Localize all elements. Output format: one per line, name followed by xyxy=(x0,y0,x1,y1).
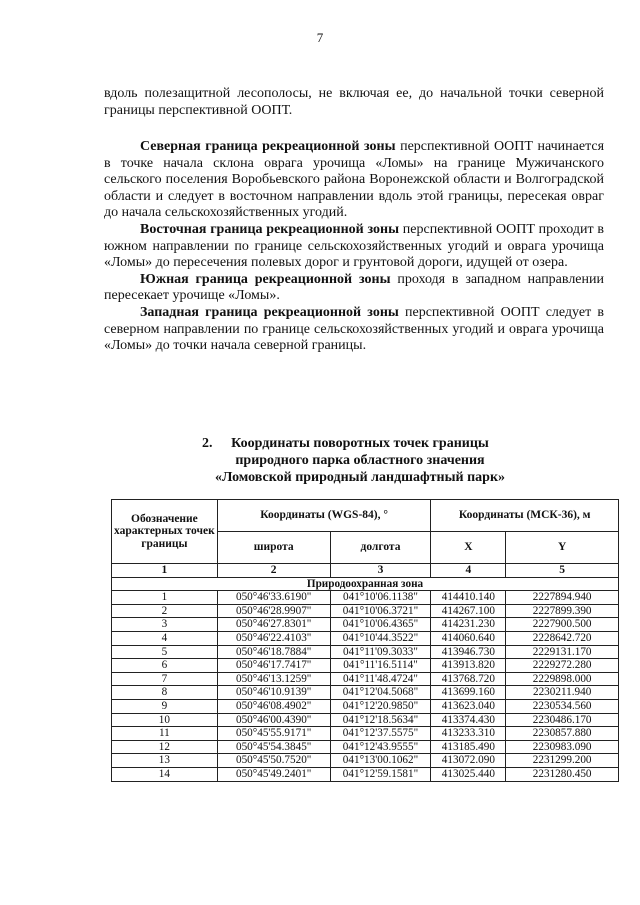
longitude-cell: 041°12'59.1581" xyxy=(330,767,431,781)
latitude-cell: 050°46'33.6190" xyxy=(217,591,330,605)
column-number: 5 xyxy=(506,564,619,578)
zone-south-title: Южная граница рекреационной зоны xyxy=(140,271,391,287)
x-cell: 413072.090 xyxy=(431,754,506,768)
zone-east-paragraph xyxy=(104,222,604,272)
longitude-cell: 041°10'06.1138" xyxy=(330,591,431,605)
column-number: 2 xyxy=(217,564,330,578)
section-title-line-1: Координаты поворотных точек границы xyxy=(231,436,489,451)
x-cell: 413185.490 xyxy=(431,740,506,754)
table-row xyxy=(112,699,619,713)
table-row xyxy=(112,713,619,727)
longitude-cell: 041°10'06.3721" xyxy=(330,604,431,618)
coordinates-table-body xyxy=(112,591,619,781)
point-number-cell: 11 xyxy=(112,727,218,741)
point-number-cell: 10 xyxy=(112,713,218,727)
longitude-cell: 041°10'06.4365" xyxy=(330,618,431,632)
x-cell: 413623.040 xyxy=(431,699,506,713)
longitude-cell: 041°11'48.4724" xyxy=(330,672,431,686)
latitude-cell: 050°45'55.9171" xyxy=(217,727,330,741)
point-number-cell: 12 xyxy=(112,740,218,754)
point-number-cell: 14 xyxy=(112,767,218,781)
page-number: 7 xyxy=(316,30,324,45)
zone-south-paragraph xyxy=(104,272,604,305)
header-x: X xyxy=(431,532,506,564)
header-wgs84-group: Координаты (WGS-84), ° xyxy=(217,500,431,532)
zone-label-row: Природоохранная зона xyxy=(112,577,619,591)
y-cell: 2231299.200 xyxy=(506,754,619,768)
point-number-cell: 6 xyxy=(112,659,218,673)
y-cell: 2227899.390 xyxy=(506,604,619,618)
latitude-cell: 050°46'22.4103" xyxy=(217,631,330,645)
latitude-cell: 050°46'28.9907" xyxy=(217,604,330,618)
latitude-cell: 050°46'00.4390" xyxy=(217,713,330,727)
latitude-cell: 050°45'49.2401" xyxy=(217,767,330,781)
header-point-designation: Обозначение характерных точек границы xyxy=(112,500,218,564)
table-row xyxy=(112,754,619,768)
zone-north-paragraph xyxy=(104,139,604,222)
latitude-cell: 050°46'08.4902" xyxy=(217,699,330,713)
latitude-cell: 050°46'17.7417" xyxy=(217,659,330,673)
header-latitude: широта xyxy=(217,532,330,564)
latitude-cell: 050°46'18.7884" xyxy=(217,645,330,659)
zone-west-title: Западная граница рекреационной зоны xyxy=(140,304,399,320)
longitude-cell: 041°12'18.5634" xyxy=(330,713,431,727)
column-number: 3 xyxy=(330,564,431,578)
column-number: 4 xyxy=(431,564,506,578)
x-cell: 414267.100 xyxy=(431,604,506,618)
header-y: Y xyxy=(506,532,619,564)
table-row xyxy=(112,727,619,741)
latitude-cell: 050°45'50.7520" xyxy=(217,754,330,768)
section-heading xyxy=(140,436,580,486)
section-title-line-2: природного парка областного значения xyxy=(235,452,485,468)
point-number-cell: 3 xyxy=(112,618,218,632)
x-cell: 414410.140 xyxy=(431,591,506,605)
point-number-cell: 9 xyxy=(112,699,218,713)
y-cell: 2229898.000 xyxy=(506,672,619,686)
point-number-cell: 7 xyxy=(112,672,218,686)
latitude-cell: 050°45'54.3845" xyxy=(217,740,330,754)
longitude-cell: 041°12'04.5068" xyxy=(330,686,431,700)
point-number-cell: 8 xyxy=(112,686,218,700)
zone-east-title: Восточная граница рекреационной зоны xyxy=(140,221,400,237)
y-cell: 2227900.500 xyxy=(506,618,619,632)
zone-north-title: Северная граница рекреационной зоны xyxy=(140,139,396,154)
point-number-cell: 2 xyxy=(112,604,218,618)
coordinates-table xyxy=(111,499,619,782)
zone-west-text: перспективной ООПТ следует в северном направлении по границе сельскохозяйственных угодий и оврага урочища «Ломы» до точки начала северной границы. xyxy=(104,304,604,354)
zone-west-paragraph xyxy=(104,305,604,355)
x-cell: 414060.640 xyxy=(431,631,506,645)
longitude-cell: 041°11'16.5114" xyxy=(330,659,431,673)
table-row xyxy=(112,631,619,645)
table-row xyxy=(112,672,619,686)
table-row xyxy=(112,686,619,700)
point-number-cell: 1 xyxy=(112,591,218,605)
x-cell: 413233.310 xyxy=(431,727,506,741)
point-number-cell: 4 xyxy=(112,631,218,645)
intro-text: вдоль полезащитной лесополосы, не включая ее, до начальной точки северной границы перспективной ООПТ. xyxy=(104,86,604,118)
longitude-cell: 041°12'37.5575" xyxy=(330,727,431,741)
longitude-cell: 041°10'44.3522" xyxy=(330,631,431,645)
table-row xyxy=(112,604,619,618)
latitude-cell: 050°46'27.8301" xyxy=(217,618,330,632)
table-row xyxy=(112,591,619,605)
latitude-cell: 050°46'10.9139" xyxy=(217,686,330,700)
header-msk36-group: Координаты (МСК-36), м xyxy=(431,500,619,532)
y-cell: 2230983.090 xyxy=(506,740,619,754)
y-cell: 2230211.940 xyxy=(506,686,619,700)
y-cell: 2229131.170 xyxy=(506,645,619,659)
zone-south-text: проходя в западном направлении пересекает урочище «Ломы». xyxy=(104,271,604,304)
table-row xyxy=(112,767,619,781)
y-cell: 2227894.940 xyxy=(506,591,619,605)
section-number: 2. xyxy=(202,436,213,451)
intro-paragraph xyxy=(104,86,604,119)
y-cell: 2230534.560 xyxy=(506,699,619,713)
y-cell: 2229272.280 xyxy=(506,659,619,673)
x-cell: 413946.730 xyxy=(431,645,506,659)
header-longitude: долгота xyxy=(330,532,431,564)
table-row xyxy=(112,618,619,632)
x-cell: 413025.440 xyxy=(431,767,506,781)
x-cell: 413699.160 xyxy=(431,686,506,700)
zone-east-text: перспективной ООПТ проходит в южном направлении по границе сельскохозяйственных угодий и оврага урочища «Ломы» до пересечения полевых дорог и грунтовой дороги, идущей от озера. xyxy=(104,221,605,271)
x-cell: 414231.230 xyxy=(431,618,506,632)
table-row xyxy=(112,659,619,673)
x-cell: 413913.820 xyxy=(431,659,506,673)
y-cell: 2230857.880 xyxy=(506,727,619,741)
y-cell: 2230486.170 xyxy=(506,713,619,727)
point-number-cell: 13 xyxy=(112,754,218,768)
column-number: 1 xyxy=(112,564,218,578)
y-cell: 2228642.720 xyxy=(506,631,619,645)
point-number-cell: 5 xyxy=(112,645,218,659)
section-title-line-3: «Ломовской природный ландшафтный парк» xyxy=(214,469,506,485)
recreation-zone-boundaries xyxy=(104,139,604,355)
x-cell: 413768.720 xyxy=(431,672,506,686)
longitude-cell: 041°11'09.3033" xyxy=(330,645,431,659)
y-cell: 2231280.450 xyxy=(506,767,619,781)
longitude-cell: 041°12'43.9555" xyxy=(330,740,431,754)
latitude-cell: 050°46'13.1259" xyxy=(217,672,330,686)
longitude-cell: 041°13'00.1062" xyxy=(330,754,431,768)
zone-north-text: перспективной ООПТ начинается в точке начала склона оврага урочища «Ломы» на границе Мужичанского сельского поселения Воробьевского района Воронежской области и Волгоградской области и следует в восточном направлении вдоль этой границы, пересекая овраг до начала сельскохозяйственных угодий. xyxy=(104,139,605,221)
longitude-cell: 041°12'20.9850" xyxy=(330,699,431,713)
x-cell: 413374.430 xyxy=(431,713,506,727)
table-row xyxy=(112,645,619,659)
table-row xyxy=(112,740,619,754)
